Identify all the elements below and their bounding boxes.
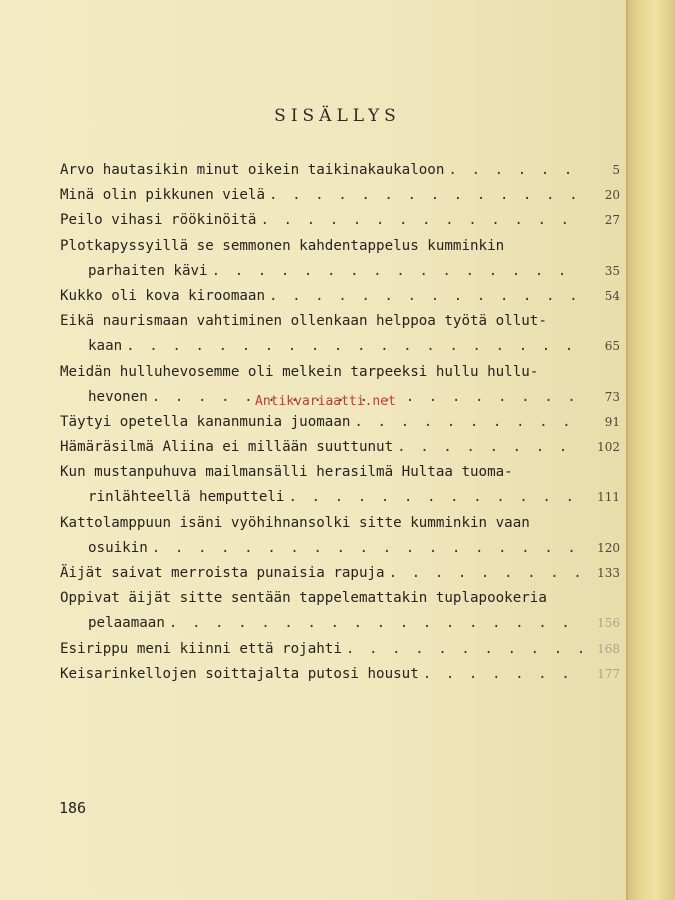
toc-line	[60, 259, 620, 284]
toc-entry-page: 91	[604, 414, 620, 429]
toc-entry-title: Minä olin pikkunen vielä	[60, 187, 265, 204]
toc-entry	[60, 662, 620, 687]
toc-line	[60, 511, 620, 536]
toc-line	[60, 334, 620, 359]
toc-line	[60, 208, 620, 233]
toc-entry-title: Kukko oli kova kiroomaan	[60, 287, 265, 304]
toc-entry-page: 102	[597, 440, 620, 455]
dot-leader	[212, 259, 582, 284]
toc-entry-title: Plotkapyssyillä se semmonen kahdentappelus kumminkin	[60, 237, 505, 254]
toc-entry	[60, 435, 620, 460]
toc-line	[60, 158, 620, 183]
toc-entry	[60, 637, 620, 662]
toc-entry-title: Oppivat äijät sitte sentään tappelemattakin tuplapookeria	[60, 590, 547, 607]
toc-entry-title: Peilo vihasi röökinöitä	[60, 212, 257, 229]
dot-leader	[169, 611, 582, 636]
dot-leader	[260, 208, 582, 233]
dot-leader	[269, 284, 582, 309]
toc-entry	[60, 284, 620, 309]
toc-entry	[60, 460, 620, 510]
toc-entry-title: Esirippu meni kiinni että rojahti	[60, 640, 342, 657]
toc-entry	[60, 586, 620, 636]
toc-entry-page: 27	[604, 213, 620, 228]
toc-entry-title: rinlähteellä hemputteli	[88, 489, 285, 506]
toc-entry-title: Hämäräsilmä Aliina ei millään suuttunut	[60, 439, 394, 456]
toc-entry-page: 120	[597, 540, 620, 555]
dot-leader	[288, 485, 582, 510]
dot-leader	[448, 158, 582, 183]
toc-line	[60, 183, 620, 208]
dot-leader	[423, 662, 582, 687]
toc-entry-title: pelaamaan	[88, 615, 165, 632]
toc-entry	[60, 183, 620, 208]
toc-line	[60, 586, 620, 611]
toc-entry-page: 156	[597, 616, 620, 631]
dot-leader	[346, 637, 582, 662]
toc-entry-page: 20	[604, 188, 620, 203]
dot-leader	[269, 183, 582, 208]
toc-line	[60, 561, 620, 586]
toc-entry-page: 168	[597, 641, 620, 656]
toc-entry	[60, 208, 620, 233]
toc-line	[60, 460, 620, 485]
toc-entry-title: Äijät saivat merroista punaisia rapuja	[60, 565, 385, 581]
toc-entry-page: 35	[604, 263, 620, 278]
toc-line	[60, 485, 620, 510]
toc-line	[60, 284, 620, 309]
toc-entry-title: parhaiten kävi	[88, 262, 208, 279]
toc-entry-title: Arvo hautasikin minut oikein taikinakaukaloon	[60, 162, 445, 178]
toc-entry-title: Eikä naurismaan vahtiminen ollenkaan helppoa työtä ollut-	[60, 313, 547, 330]
toc-entry-page: 54	[604, 288, 620, 303]
toc-entry-title: osuikin	[88, 539, 148, 556]
toc-entry	[60, 511, 620, 561]
toc-line	[60, 536, 620, 561]
dot-leader	[126, 334, 582, 359]
dot-leader	[397, 435, 582, 460]
toc-entry-title: Keisarinkellojen soittajalta putosi housut	[60, 665, 419, 682]
book-gutter	[626, 0, 675, 900]
toc-entry-title: Täytyi opetella kananmunia juomaan	[60, 413, 351, 430]
toc-line	[60, 309, 620, 334]
dot-leader	[152, 536, 582, 561]
dot-leader	[389, 561, 582, 586]
toc-entry-title: kaan	[88, 338, 123, 355]
watermark-label: Antikvariaatti.net	[255, 394, 396, 409]
toc-entry-title: Kun mustanpuhuva mailmansälli herasilmä Hultaa tuoma-	[60, 464, 513, 481]
toc-line	[60, 234, 620, 259]
toc-entry	[60, 410, 620, 435]
table-of-contents	[60, 158, 620, 687]
dot-leader	[354, 410, 582, 435]
toc-entry-page: 65	[604, 339, 620, 354]
toc-line	[60, 637, 620, 662]
toc-entry-page: 5	[612, 163, 620, 177]
toc-line	[60, 611, 620, 636]
toc-entry-title: Meidän hulluhevosemme oli melkein tarpeeksi hullu hullu-	[60, 363, 539, 380]
toc-line	[60, 662, 620, 687]
toc-line	[60, 435, 620, 460]
toc-line	[60, 360, 620, 385]
page-title: SISÄLLYS	[274, 106, 401, 126]
toc-entry-page: 111	[597, 490, 620, 505]
toc-entry-title: Kattolamppuun isäni vyöhihnansolki sitte kumminkin vaan	[60, 514, 530, 531]
toc-entry	[60, 158, 620, 183]
toc-line	[60, 410, 620, 435]
toc-entry	[60, 309, 620, 359]
toc-entry	[60, 234, 620, 284]
toc-entry	[60, 561, 620, 586]
toc-entry-page: 177	[597, 666, 620, 681]
toc-entry-page: 133	[597, 566, 620, 580]
page-number: 186	[59, 799, 87, 817]
toc-entry-page: 73	[604, 389, 620, 404]
toc-entry-title: hevonen	[88, 388, 148, 405]
